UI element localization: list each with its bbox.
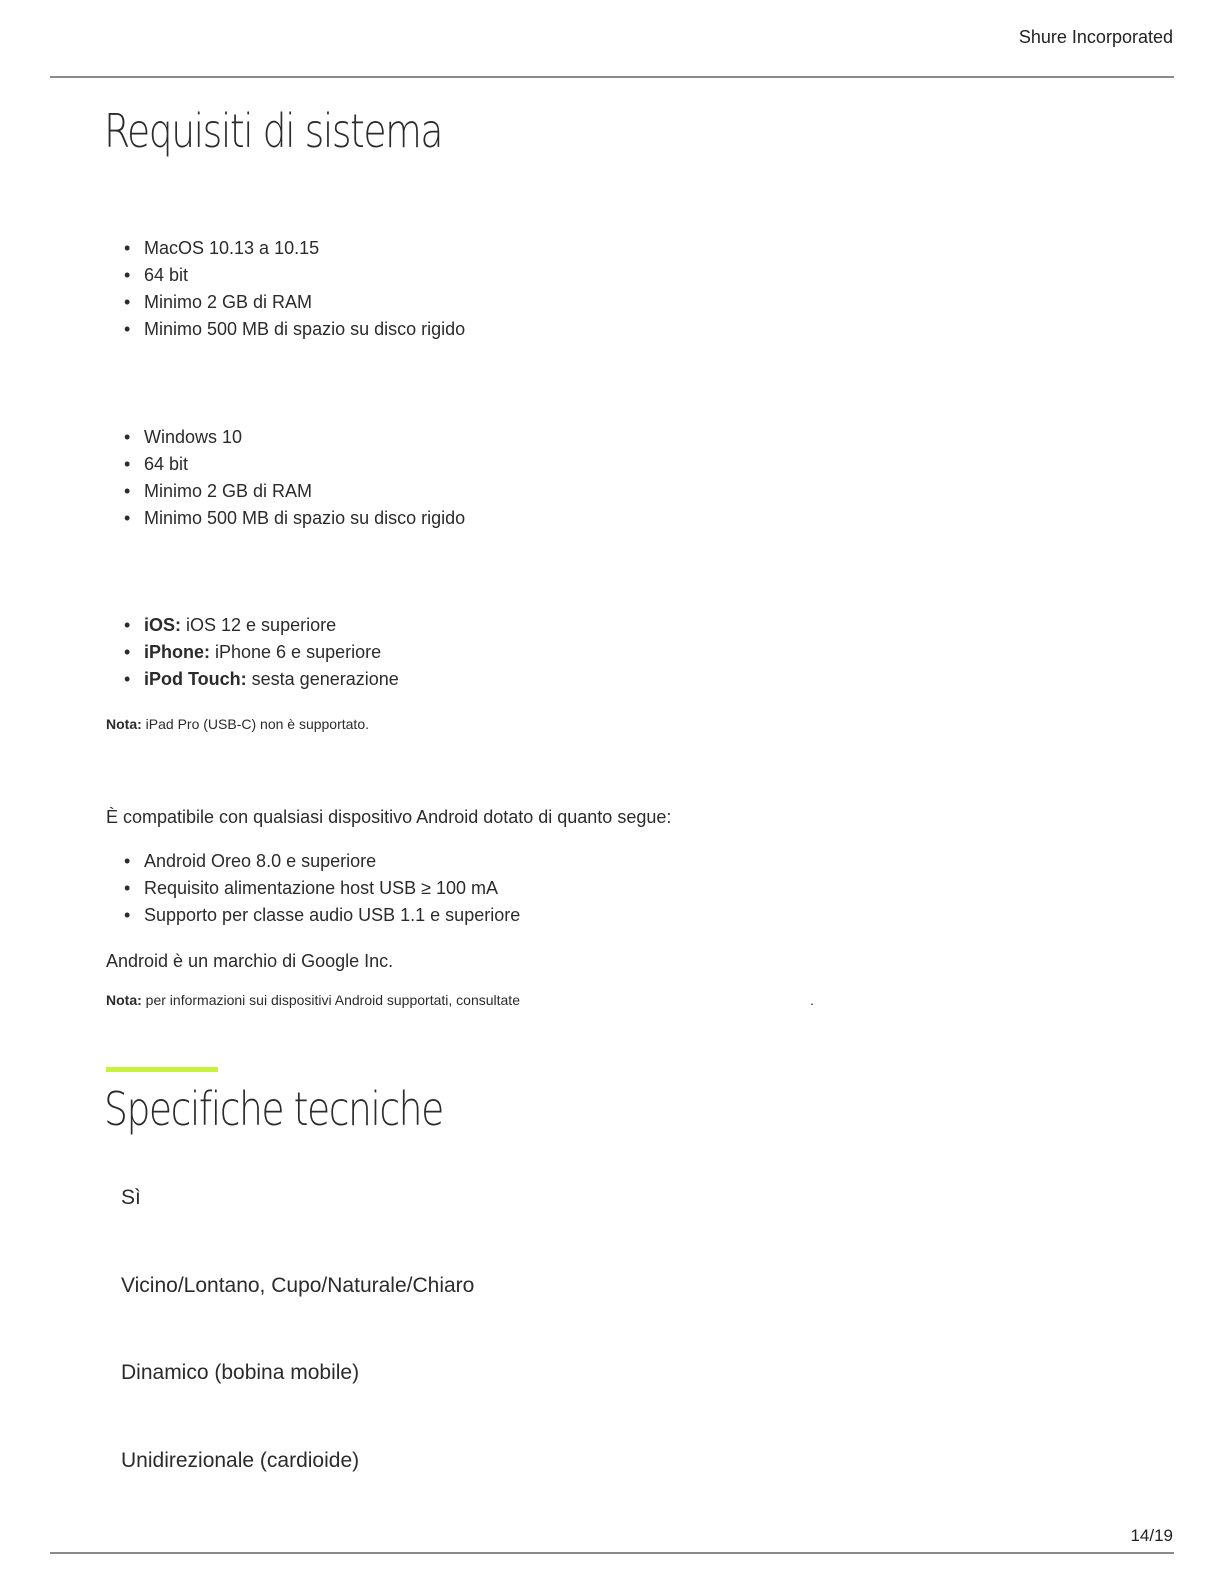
ios-note [106,716,369,732]
list-item: • Minimo 500 MB di spazio su disco rigido [118,316,465,343]
item-text: iOS 12 e superiore [181,615,337,635]
note-label: Nota: [106,992,142,1008]
list-item: • 64 bit [118,262,465,289]
android-note-end: . [810,992,814,1008]
list-item: • 64 bit [118,451,465,478]
tech-specs-title: Specifiche tecniche [104,1082,443,1136]
header-divider [50,76,1174,78]
list-item [118,612,399,639]
header-brand: Shure Incorporated [1018,27,1173,47]
spec-value: Unidirezionale (cardioide) [121,1449,360,1472]
list-item: • Requisito alimentazione host USB ≥ 100 mA [118,875,520,902]
list-item: • Minimo 2 GB di RAM [118,289,465,316]
list-item: • Minimo 500 MB di spazio su disco rigido [118,505,465,532]
note-text: per informazioni sui dispositivi Android supportati, consultate [141,992,520,1008]
list-item [118,639,399,666]
android-note [106,992,520,1008]
footer-divider [50,1552,1174,1554]
spec-value: Vicino/Lontano, Cupo/Naturale/Chiaro [121,1274,475,1297]
note-label: Nota: [106,716,142,732]
section-accent-bar [106,1067,218,1072]
list-item: • Supporto per classe audio USB 1.1 e superiore [118,902,520,929]
android-requirements-list [118,848,520,929]
android-intro: È compatibile con qualsiasi dispositivo Android dotato di quanto segue: [106,807,672,827]
item-label: iPod Touch: [144,669,247,689]
item-label: iOS: [144,615,182,635]
list-item: • Android Oreo 8.0 e superiore [118,848,520,875]
spec-value: Dinamico (bobina mobile) [121,1361,360,1384]
list-item: • Minimo 2 GB di RAM [118,478,465,505]
item-text: iPhone 6 e superiore [210,642,382,662]
android-trademark: Android è un marchio di Google Inc. [106,951,394,971]
windows-requirements-list [118,424,465,532]
item-text: sesta generazione [246,669,399,689]
system-requirements-title: Requisiti di sistema [104,104,442,158]
spec-value: Sì [121,1186,141,1209]
note-text: iPad Pro (USB-C) non è supportato. [141,716,370,732]
ios-requirements-list [118,612,399,693]
list-item [118,666,399,693]
list-item: • MacOS 10.13 a 10.15 [118,235,465,262]
mac-requirements-list [118,235,465,343]
item-label: iPhone: [144,642,210,662]
page-number: 14/19 [1130,1526,1173,1545]
list-item: • Windows 10 [118,424,465,451]
